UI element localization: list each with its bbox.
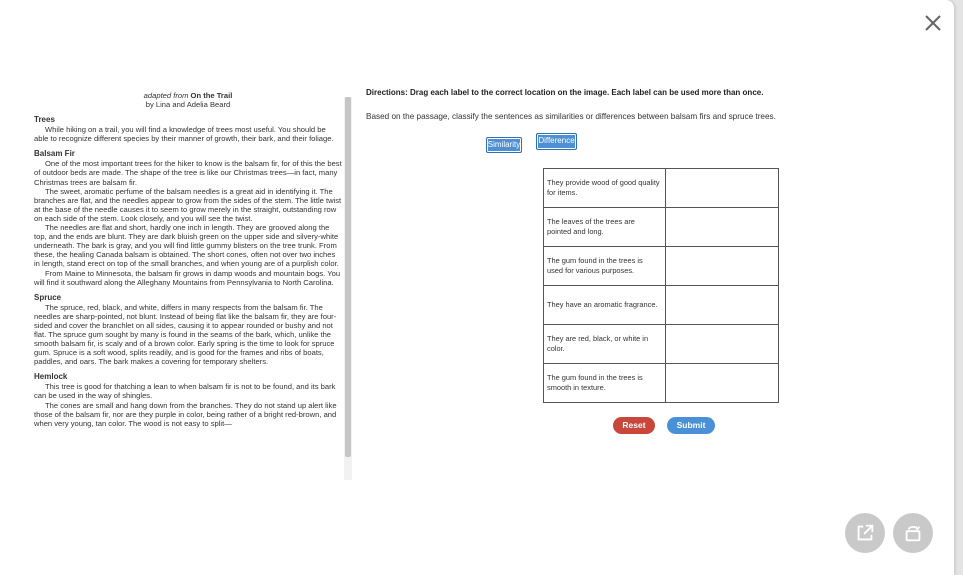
drop-zone[interactable] (665, 286, 778, 325)
table-row (544, 247, 779, 286)
paragraph: The spruce, red, black, and white, differs in many respects from the balsam fir. The needles are sharp-pointed, not blunt. Instead of being flat like the balsam fir, they are four-sided and cover the branchlet on all sides, causing it to appear rounded or bushy and not flat. The spruce gum sought by many is found in the seams of the bark, which, unlike the smooth balsam fir, is scaly and of a brown color. Early spring is the time to look for spruce gum. Spruce is a soft wood, splits readily, and is good for the frames and ribs of boats, paddles, and oars. The bark makes a covering for temporary shelters. (34, 302, 337, 367)
statement-cell: They are red, black, or white in color. (544, 325, 666, 364)
table-row (544, 286, 779, 325)
paragraph: This tree is good for thatching a lean to when balsam fir is not to be found, and its bark can be used in the way of shingles. (34, 382, 336, 401)
submit-button[interactable]: Submit (667, 417, 715, 434)
passage-authors: by Lina and Adelia Beard (145, 100, 231, 110)
classification-table (543, 168, 779, 403)
statement-cell: The leaves of the trees are pointed and long. (544, 208, 666, 247)
table-row (544, 364, 779, 403)
section-body (34, 159, 342, 286)
close-button[interactable] (920, 10, 946, 36)
section-heading: Trees (34, 115, 55, 125)
paragraph: While hiking on a trail, you will find a knowledge of trees most useful. You should be able to recognize different species by their manner of growth, their bark, and their foliage. (34, 125, 334, 144)
reset-button[interactable]: Reset (613, 417, 655, 434)
difference-label[interactable]: Difference (536, 133, 577, 150)
drop-zone[interactable] (665, 208, 778, 247)
table-row (544, 208, 779, 247)
statement-cell: The gum found in the trees is used for various purposes. (544, 247, 666, 286)
rotate-screen-icon (902, 522, 924, 544)
section-body (34, 382, 342, 427)
paragraph: The sweet, aromatic perfume of the balsam needles is a great aid in identifying it. The branches are flat, and the needles appear to grow from the sides of the stem. The little twist at the base of the needle causes it to seem to grow merely in the straight, outstanding row on each side of the stem. Look closely, and you will see the twist. (34, 186, 342, 223)
section-body (34, 125, 342, 143)
similarity-label[interactable]: Similarity (486, 137, 522, 153)
close-icon (920, 10, 946, 36)
section-body (34, 303, 342, 367)
paragraph: The needles are flat and short, hardly one inch in length. They are grooved along the top, and the ends are blunt. They are dark bluish green on the upper side and silvery-white underneath. The bark is gray, and you will find little gummy blisters on the tree trunk. From these, the healing Canada balsam is obtained. The short cones, often not over two inches in length, stand erect on top of the small branches, and when young are of a purplish color. (34, 223, 339, 269)
directions-text: Directions: Drag each label to the correct location on the image. Each label can be used more than once. (366, 88, 764, 97)
paragraph: One of the most important trees for the hiker to know is the balsam fir, for of this the best of outdoor beds are made. The shape of the tree is like our Christmas trees—in fact, many Christmas trees are balsam fir. (34, 159, 342, 187)
section-heading: Hemlock (34, 372, 68, 382)
section-heading: Spruce (34, 292, 62, 302)
drop-zone[interactable] (665, 169, 778, 208)
instructions-text: Based on the passage, classify the sentences as similarities or differences between balsam firs and spruce trees. (366, 112, 776, 121)
statement-cell: They have an aromatic fragrance. (544, 286, 666, 325)
table-row (544, 169, 779, 208)
reading-passage (34, 92, 342, 480)
drop-zone[interactable] (665, 364, 778, 403)
popout-icon (854, 522, 876, 544)
passage-source: adapted from On the Trail (143, 92, 233, 100)
table-row (544, 325, 779, 364)
passage-source-title: On the Trail (190, 92, 233, 100)
statement-cell: They provide wood of good quality for items. (544, 169, 666, 208)
rotate-screen-button[interactable] (893, 513, 933, 553)
section-heading: Balsam Fir (34, 149, 75, 159)
drop-zone[interactable] (665, 325, 778, 364)
statement-cell: The gum found in the trees is smooth in texture. (544, 364, 666, 403)
passage-scrollbar-thumb[interactable] (345, 97, 351, 457)
paragraph: From Maine to Minnesota, the balsam fir grows in damp woods and mountain bogs. You will find it southward along the Alleghany Mountains from Pennsylvania to North Carolina. (34, 268, 341, 287)
paragraph: The cones are small and hang down from the branches. They do not stand up alert like those of the balsam fir, nor are they purple in color, being rather of a bright red-brown, and when very young, tan color. The wood is not easy to split— (34, 400, 337, 428)
popout-button[interactable] (845, 513, 885, 553)
drop-zone[interactable] (665, 247, 778, 286)
